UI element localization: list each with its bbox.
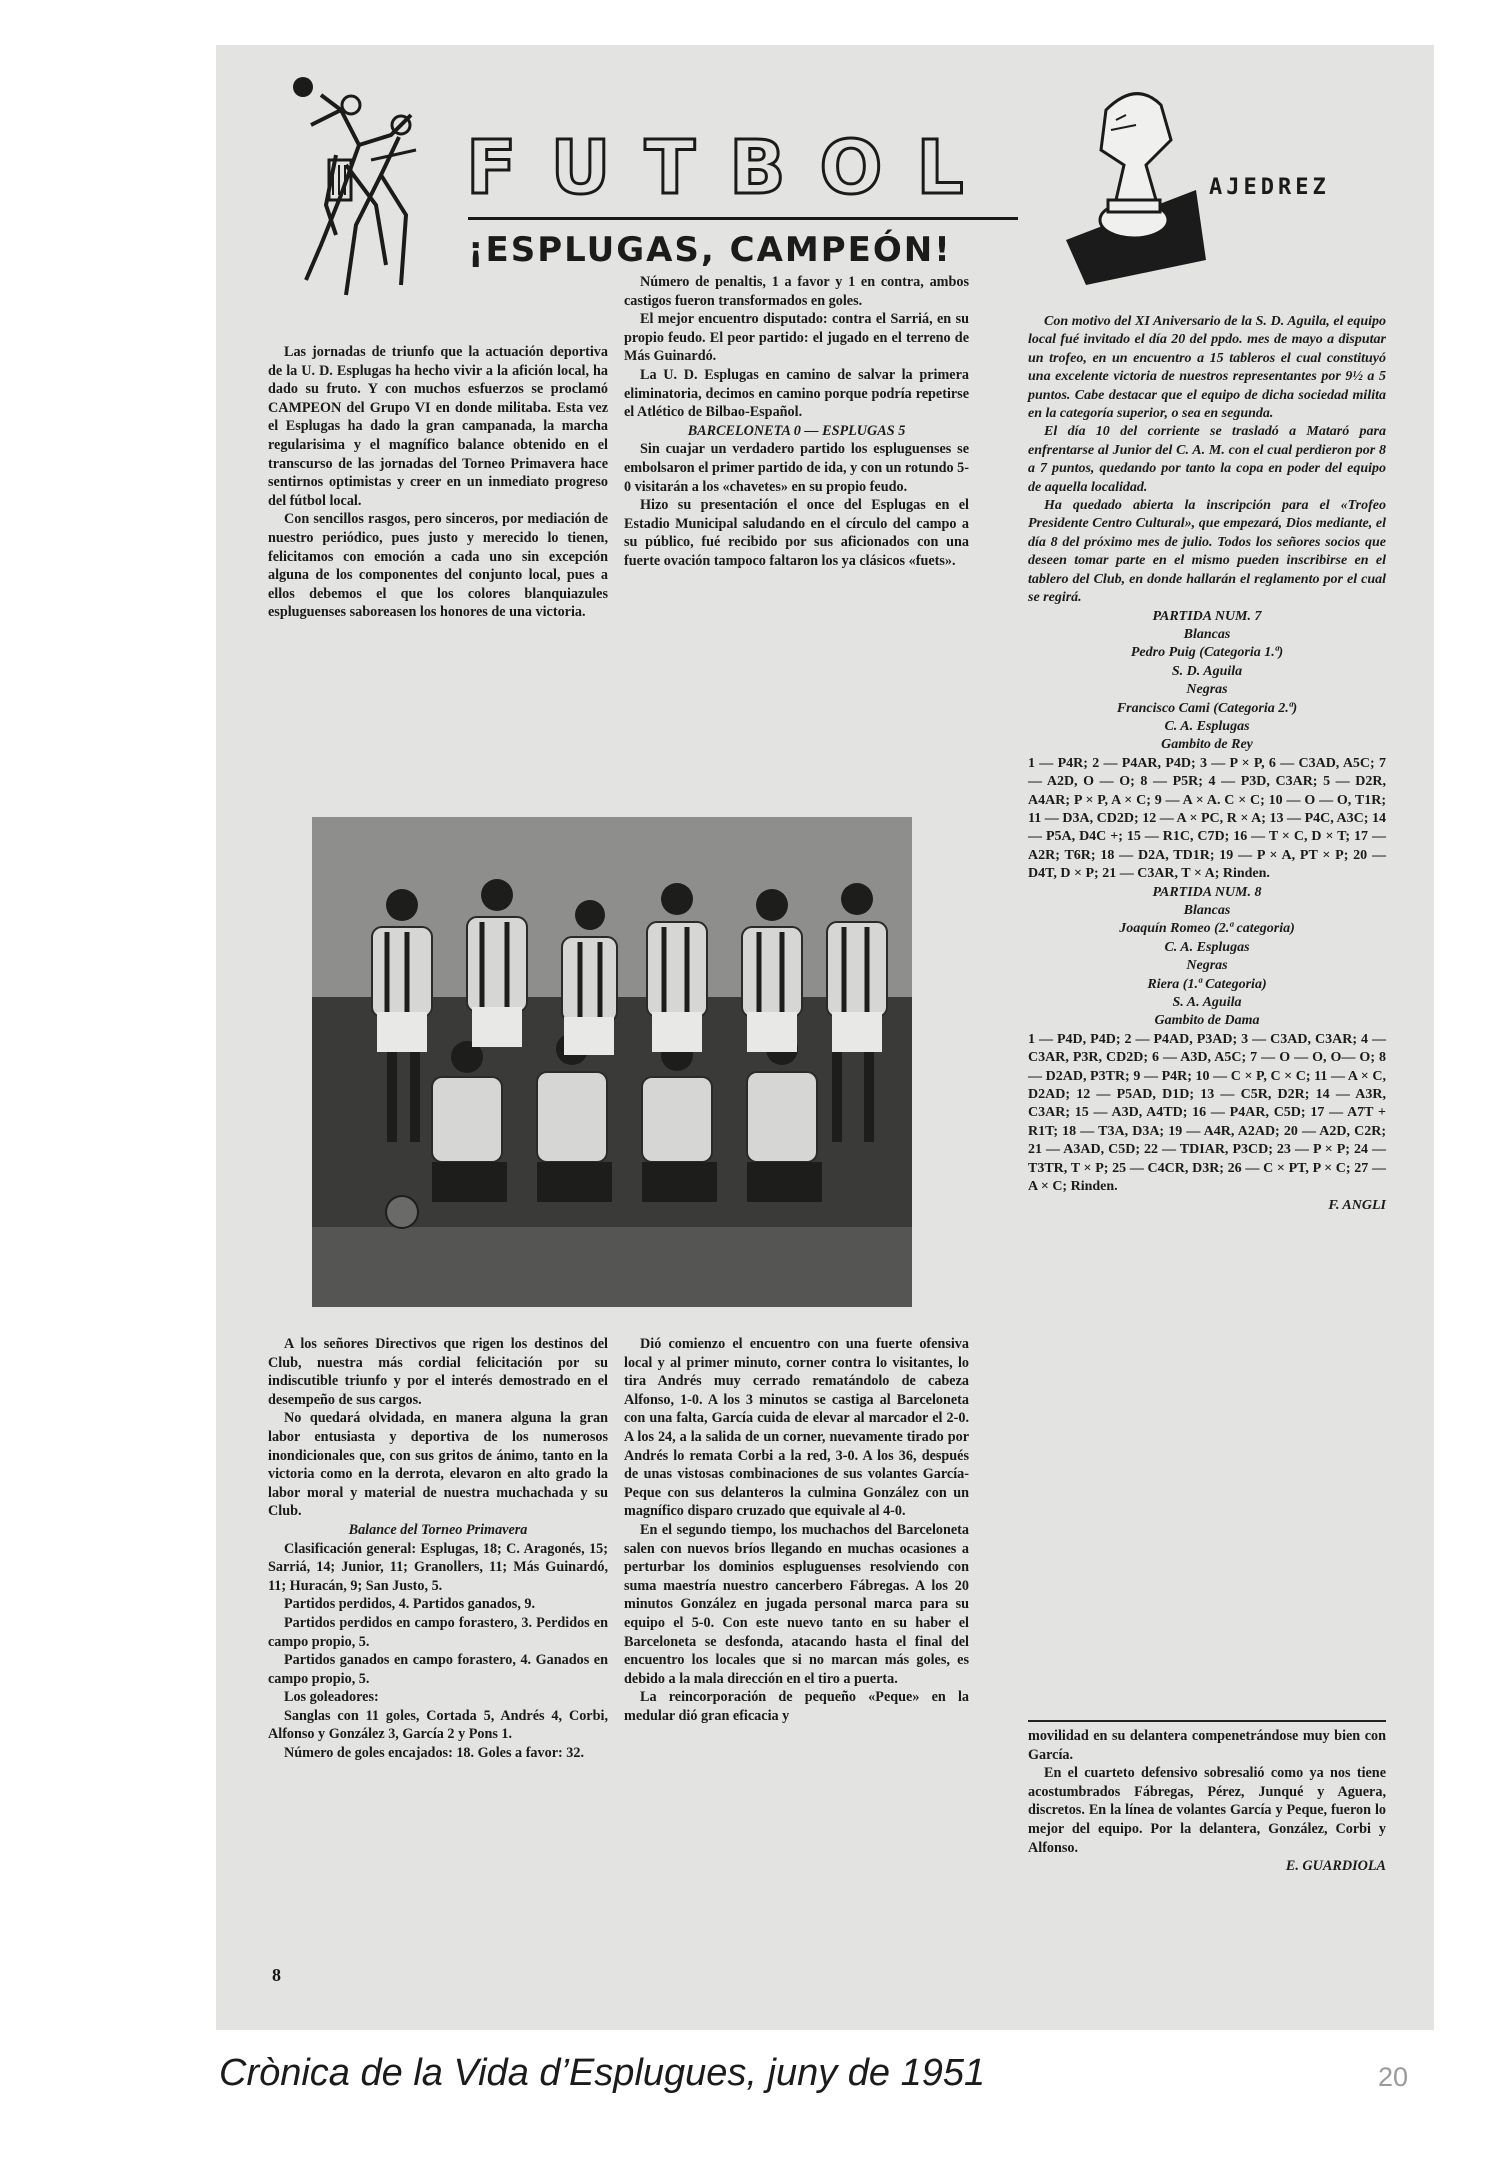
paragraph: Las jornadas de triunfo que la actuación deportiva de la U. D. Esplugas ha hecho vivir a la afición local, ha dado su fruto. Y con muchos esfuerzos se proclamó CAMPEON del Grupo VI en donde militaba. Esta vez el Esplugas ha dado la gran campanada, la marcha regularisima y el magnífico balance obtenido en el transcurso de las jornadas del Torneo Primavera hace sentirnos optimistas y creer en un inmediato progreso del fútbol local. <box>268 344 608 509</box>
game-8-opening: Gambito de Dama <box>1154 1013 1260 1029</box>
paragraph: En el cuarteto defensivo sobresalió como ya nos tiene acostumbrados Fábregas, Pérez, Junqué y Aguera, discretos. En la línea de volantes García y Peque, fueron lo mejor del equipo. Por la delantera, González, Corbi y Alfonso. <box>1028 1765 1386 1856</box>
game-8-moves: 1 — P4D, P4D; 2 — P4AD, P3AD; 3 — C3AD, C3AR; 4 — C3AR, P3R, CD2D; 6 — A3D, A5C; 7 — O — O, O— O; 8 — D2AD, P3TR; 9 — P4R; 10 — C × P, C × C; 11 — A × C, D2AD; 12 — P5AD, D1D; 13 — C5R, D2R; 14 — A3R, C3AR; 15 — A3D, A4TD; 16 — P4AR, C5D; 17 — A7T + R1T; 18 — T3A, D3A; 19 — A4R, A2AD; 20 — A2D, C2R; 21 — A3AD, C5D; 22 — TDIAR, P3CD; 23 — P × P; 24 — T3TR, T × P; 25 — C4CR, D3R; 26 — C × PT, P × C; 27 — A × C; Rinden. <box>1028 1031 1386 1195</box>
game-8-black-player: Riera (1.ª Categoria) <box>1147 976 1267 992</box>
balance-item: Clasificación general: Esplugas, 18; C. Aragonés, 15; Sarriá, 14; Junior, 11; Granollers, 11; Más Guinardó, 11; Huracán, 9; San Justo, 5. <box>268 1540 608 1594</box>
newspaper-page <box>216 45 1434 2030</box>
paragraph: En el segundo tiempo, los muchachos del Barceloneta salen con nuevos bríos llegando en muchas ocasiones a perturbar los dominios espluguenses resolviendo con suma maestría nuestro cancerbero Fábregas. A los 20 minutos González en jugada personal marca para su equipo el 5-0. Con este nuevo tanto en su haber el Barceloneta se desfonda, atacando hasta el final del encuentro los locales que si no marcan más goles, es debido a la mala dirección en el tiro a puerta. <box>624 1521 969 1687</box>
article-column-2-bottom <box>624 1335 969 1725</box>
football-signature: E. GUARDIOLA <box>1285 1858 1386 1875</box>
chess-signature: F. ANGLI <box>1328 1197 1386 1213</box>
balance-item: Partidos perdidos, 4. Partidos ganados, 9. <box>284 1596 536 1613</box>
game-7-white-player: Pedro Puig (Categoria 1.ª) <box>1130 645 1284 661</box>
paragraph: Hizo su presentación el once del Esplugas en el Estadio Municipal saludando en el círculo del campo a su público, fué recibido por sus aficionados con una fuerte ovación tampoco faltaron los ya clásicos «fuets». <box>624 497 969 569</box>
paragraph: A los señores Directivos que rigen los destinos del Club, nuestra más cordial felicitación por su indiscutible triunfo y por el interés demostrado en el desempeño de sus cargos. <box>268 1336 608 1408</box>
chess-paragraph: Con motivo del XI Aniversario de la S. D. Aguila, el equipo local fué invitado el día 20 del ppdo. mes de mayo a disputar un trofeo, en un encuentro a 15 tableros el cual constituyó una excelente victoria de nuestros representantes por 9½ a 5 puntos. Cabe destacar que el equipo de dicha sociedad milita en la categoría superior, o sea en segunda. <box>1028 314 1386 422</box>
balance-item: Los goleadores: <box>284 1689 379 1706</box>
balance-item: Sanglas con 11 goles, Cortada 5, Andrés 4, Corbi, Alfonso y González 3, García 2 y Pons 1. <box>268 1707 608 1743</box>
balance-item: Partidos ganados en campo forastero, 4. Ganados en campo propio, 5. <box>268 1652 608 1687</box>
page-number: 8 <box>272 1965 281 1985</box>
headline: ¡ESPLUGAS, CAMPEÓN! <box>468 230 952 270</box>
title-rule <box>468 217 1018 220</box>
paragraph: movilidad en su delantera compenetrándose muy bien con García. <box>1028 1728 1386 1763</box>
chess-section-label: AJEDREZ <box>1209 175 1330 200</box>
chess-column <box>1028 313 1386 1215</box>
chess-knight-illustration <box>1046 70 1216 300</box>
game-8-white-player: Joaquín Romeo (2.ª categoria) <box>1119 921 1295 937</box>
team-photo <box>312 817 912 1307</box>
column-divider-rule <box>1028 1720 1386 1722</box>
game-7-heading: PARTIDA NUM. 7 <box>1152 608 1262 624</box>
paragraph: Con sencillos rasgos, pero sinceros, por mediación de nuestro periódico, pues justo y merecido lo tienen, felicitamos con emoción a cada uno sin excepción alguna de los componentes del conjunto local, pues a ellos debemos el que los colores blanquiazules espluguenses saboreasen los honores de una victoria. <box>268 511 608 621</box>
source-caption: Crònica de la Vida d’Esplugues, juny de 1951 <box>219 2052 986 2094</box>
football-players-illustration <box>281 65 441 305</box>
game-7-white-club: S. D. Aguila <box>1171 663 1243 679</box>
game-8-heading: PARTIDA NUM. 8 <box>1152 884 1262 900</box>
article-column-3-bottom <box>1028 1727 1386 1876</box>
game-7-white-label: Blancas <box>1183 626 1231 642</box>
section-title: FUTBOL <box>466 125 998 211</box>
article-column-1-top <box>268 343 608 622</box>
slide-number: 20 <box>1378 2062 1409 2092</box>
chess-paragraph: El día 10 del corriente se trasladó a Mataró para enfrentarse al Junior del C. A. M. con el cual perdieron por 8 a 7 puntos, quedando por tanto la copa en poder del equipo de aquella localidad. <box>1028 424 1386 495</box>
game-7-black-player: Francisco Cami (Categoria 2.ª) <box>1116 700 1298 716</box>
game-8-white-label: Blancas <box>1183 903 1231 918</box>
game-8-black-label: Negras <box>1186 958 1228 974</box>
balance-item: Número de goles encajados: 18. Goles a favor: 32. <box>284 1745 585 1762</box>
article-column-2-top <box>624 273 969 571</box>
article-column-1-bottom <box>268 1335 608 1763</box>
game-7-opening: Gambito de Rey <box>1161 737 1253 753</box>
chess-paragraph: Ha quedado abierta la inscripción para el «Trofeo Presidente Centro Cultural», que empezará, Dios mediante, el día 8 del próximo mes de julio. Todos los señores socios que deseen tomar parte en el mismo pueden inscribirse en el tablero del Club, en donde hallarán el reglamento por el cual se regirá. <box>1028 498 1386 606</box>
match-heading: BARCELONETA 0 — ESPLUGAS 5 <box>687 422 906 439</box>
paragraph: La U. D. Esplugas en camino de salvar la primera eliminatoria, decimos en camino porque podría repetirse el Atlético de Bilbao-Español. <box>624 366 969 421</box>
game-8-white-club: C. A. Esplugas <box>1164 939 1250 955</box>
paragraph: Dió comienzo el encuentro con una fuerte ofensiva local y al primer minuto, corner contra lo visitantes, lo tira Andrés muy cerrado rematándolo de cabeza Alfonso, 1-0. A los 3 minutos se castiga al Barceloneta con una falta, García cuida de elevar al marcador el 2-0. A los 24, a la salida de un corner, nuevamente tirado por Andrés lo remata Corbi a la red, 3-0. A los 36, después de unas vistosas combinaciones de sus volantes García-Peque con sus delanteros la culmina González con un magnífico disparo cruzado que equivale al 4-0. <box>624 1336 969 1520</box>
paragraph: La reincorporación de pequeño «Peque» en la medular dió gran eficacia y <box>624 1689 969 1724</box>
paragraph: No quedará olvidada, en manera alguna la gran labor entusiasta y deportiva de los numerosos inondicionales que, con sus gritos de ánimo, tanto en la victoria como en la derrota, elevaron en alto grado la labor moral y material de nuestra muchachada y su Club. <box>268 1410 608 1520</box>
paragraph: Sin cuajar un verdadero partido los espluguenses se embolsaron el primer partido de ida, y con un rotundo 5-0 visitarán a los «chavetes» en su propio feudo. <box>624 441 969 495</box>
balance-item: Partidos perdidos en campo forastero, 3. Perdidos en campo propio, 5. <box>268 1614 608 1650</box>
paragraph: Número de penaltis, 1 a favor y 1 en contra, ambos castigos fueron transformados en goles. <box>624 274 969 309</box>
game-8-black-club: S. A. Aguila <box>1172 995 1242 1011</box>
game-7-black-label: Negras <box>1186 682 1228 698</box>
game-7-black-club: C. A. Esplugas <box>1164 718 1250 734</box>
game-7-moves: 1 — P4R; 2 — P4AR, P4D; 3 — P × P, 6 — C3AD, A5C; 7 — A2D, O — O; 8 — P5R; 4 — P3D, C3AR; 5 — D2R, A4AR; P × P, A × C; 9 — A × A. C × C; 10 — O — O, T1R; 11 — D3A, CD2D; 12 — A × PC, R × A; 13 — P4C, A3C; 14 — P5A, D4C +; 15 — R1C, C7D; 16 — T × C, D × T; 17 — A2R; T6R; 18 — D2A, TD1R; 19 — P × A, PT × P; 20 — D4T, D × P; 21 — C3AR, T × A; Rinden. <box>1028 755 1386 882</box>
paragraph: El mejor encuentro disputado: contra el Sarriá, en su propio feudo. El peor partido: el jugado en el terreno de Más Guinardó. <box>624 311 969 365</box>
balance-heading: Balance del Torneo Primavera <box>348 1521 528 1538</box>
